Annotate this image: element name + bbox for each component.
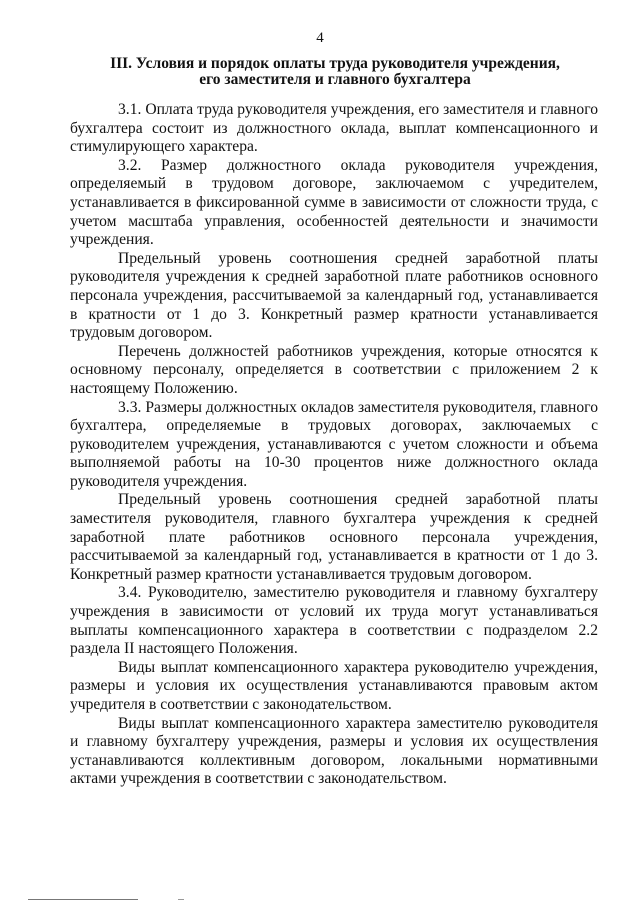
paragraph-3-2-positions: Перечень должностей работников учреждения, которые относятся к основному персоналу, определяется в соответствии с приложением 2 к настоящему Положению.	[70, 342, 598, 397]
paragraph-3-1: 3.1. Оплата труда руководителя учреждения, его заместителя и главного бухгалтера состоит из должностного оклада, выплат компенсационного и стимулирующего характера.	[70, 101, 598, 156]
section-heading	[70, 56, 600, 88]
section-heading-line-2: его заместителя и главного бухгалтера	[199, 71, 471, 88]
paragraph-3-2-ratio: Предельный уровень соотношения средней заработной платы руководителя учреждения к средней заработной плате работников основного персонала учреждения, рассчитываемой за календарный год, устанавливается в кратности от 1 до 3. Конкретный размер кратности устанавливается трудовым договором.	[70, 249, 598, 342]
paragraph-3-4-director: Виды выплат компенсационного характера руководителю учреждения, размеры и условия их осуществления устанавливаются правовым актом учредителя в соответствии с законодательством.	[70, 658, 598, 713]
paragraph-3-2: 3.2. Размер должностного оклада руководителя учреждения, определяемый в трудовом договоре, заключаемом с учредителем, устанавливается в фиксированной сумме в зависимости от сложности труда, с учетом масштаба управления, особенностей деятельности и значимости учреждения.	[70, 156, 598, 249]
footer-divider	[28, 899, 138, 900]
paragraph-3-4: 3.4. Руководителю, заместителю руководителя и главному бухгалтеру учреждения в зависимости от условий их труда могут устанавливаться выплаты компенсационного характера в соответствии с подразделом 2.2 раздела II настоящего Положения.	[70, 584, 598, 658]
document-body	[70, 101, 598, 789]
section-heading-line-1: III. Условия и порядок оплаты труда руководителя учреждения,	[110, 55, 560, 72]
footer-mark	[178, 899, 184, 900]
paragraph-3-4-deputy: Виды выплат компенсационного характера заместителю руководителя и главному бухгалтеру учреждения, размеры и условия их осуществления устанавливаются коллективным договором, локальными нормативными актами учреждения в соответствии с законодательством.	[70, 714, 598, 788]
page-number: 4	[316, 30, 324, 46]
paragraph-3-3: 3.3. Размеры должностных окладов заместителя руководителя, главного бухгалтера, определяемые в трудовых договорах, заключаемых с руководителем учреждения, устанавливаются с учетом сложности и объема выполняемой работы на 10-30 процентов ниже должностного оклада руководителя учреждения.	[70, 398, 598, 490]
paragraph-3-3-ratio: Предельный уровень соотношения средней заработной платы заместителя руководителя, главного бухгалтера учреждения к средней заработной плате работников основного персонала учреждения, рассчитываемой за календарный год, устанавливается в кратности от 1 до 3. Конкретный размер кратности устанавливается трудовым договором.	[70, 491, 598, 583]
